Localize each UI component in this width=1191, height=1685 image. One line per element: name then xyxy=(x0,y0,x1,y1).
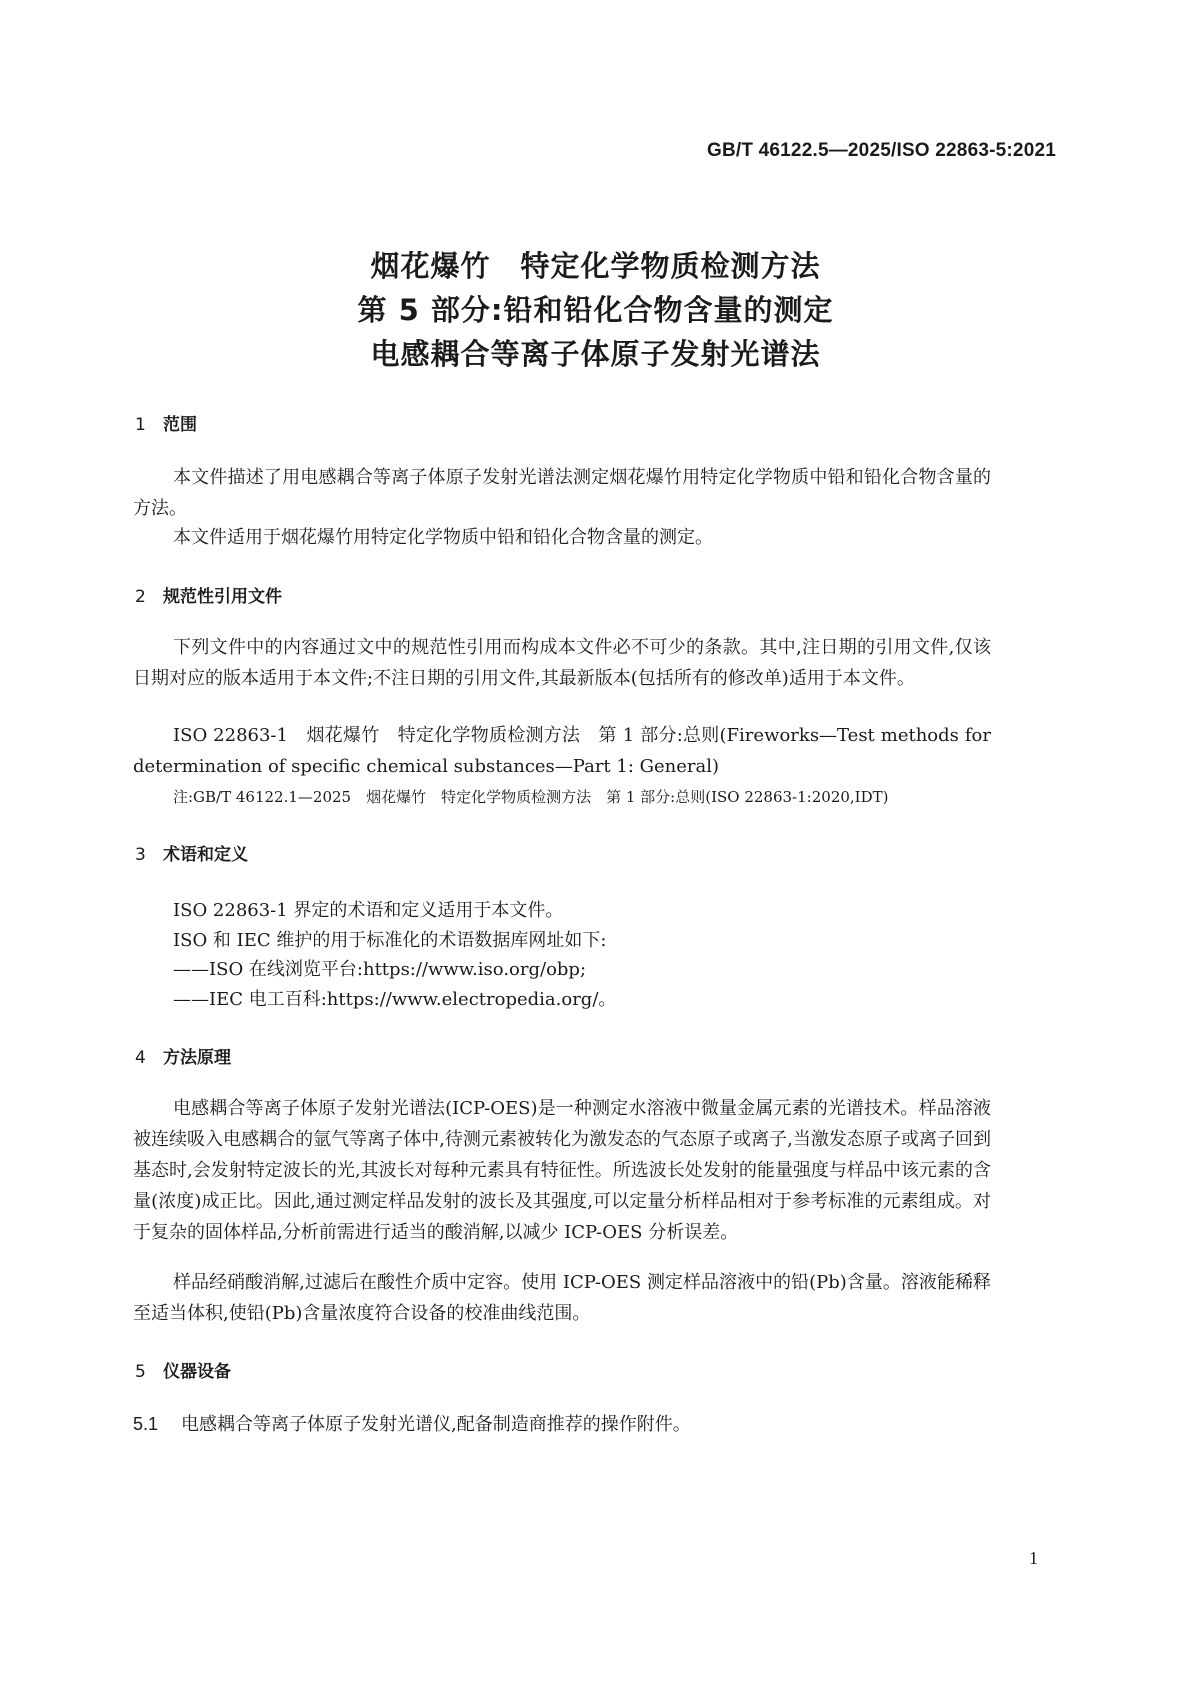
section-2-title: 规范性引用文件 xyxy=(163,587,282,607)
document-title xyxy=(0,244,1191,376)
section-4-heading xyxy=(135,1043,231,1068)
section-2-heading xyxy=(135,582,282,607)
section-3-list-item-iso: ——ISO 在线浏览平台:https://www.iso.org/obp; xyxy=(173,959,587,980)
title-line-1: 烟花爆竹 特定化学物质检测方法 xyxy=(370,249,821,283)
section-1-title: 范围 xyxy=(163,415,197,435)
section-3-list-item-iec: ——IEC 电工百科:https://www.electropedia.org/。 xyxy=(173,989,617,1010)
section-1-number: 1 xyxy=(135,415,146,435)
section-1-paragraph-2: 本文件适用于烟花爆竹用特定化学物质中铅和铅化合物含量的测定。 xyxy=(173,527,713,548)
subsection-5-1-number: 5.1 xyxy=(133,1414,159,1434)
page-number: 1 xyxy=(1029,1548,1038,1568)
title-line-2: 第 5 部分:铅和铅化合物含量的测定 xyxy=(357,293,834,327)
standard-code: GB/T 46122.5—2025/ISO 22863-5:2021 xyxy=(706,140,1056,161)
section-4-paragraph-1: 电感耦合等离子体原子发射光谱法(ICP-OES)是一种测定水溶液中微量金属元素的光谱技术。样品溶液被连续吸入电感耦合的氩气等离子体中,待测元素被转化为激发态的气态原子或离子,当激发态原子或离子回到基态时,会发射特定波长的光,其波长对每种元素具有特征性。所选波长处发射的能量强度与样品中该元素的含量(浓度)成正比。因此,通过测定样品发射的波长及其强度,可以定量分析样品相对于参考标准的元素组成。对于复杂的固体样品,分析前需进行适当的酸消解,以减少 ICP-OES 分析误差。 xyxy=(133,1098,991,1243)
section-3-title: 术语和定义 xyxy=(163,845,248,865)
section-2-note: 注:GB/T 46122.1—2025 烟花爆竹 特定化学物质检测方法 第 1 部分:总则(ISO 22863-1:2020,IDT) xyxy=(173,788,889,806)
section-5-number: 5 xyxy=(135,1362,146,1382)
section-4-paragraph-2: 样品经硝酸消解,过滤后在酸性介质中定容。使用 ICP-OES 测定样品溶液中的铅(Pb)含量。溶液能稀释至适当体积,使铅(Pb)含量浓度符合设备的校准曲线范围。 xyxy=(133,1272,991,1324)
title-line-3: 电感耦合等离子体原子发射光谱法 xyxy=(370,337,821,371)
section-5-heading xyxy=(135,1357,231,1382)
section-2-paragraph-1: 下列文件中的内容通过文中的规范性引用而构成本文件必不可少的条款。其中,注日期的引用文件,仅该日期对应的版本适用于本文件;不注日期的引用文件,其最新版本(包括所有的修改单)适用于本文件。 xyxy=(133,637,991,689)
subsection-5-1-text: 电感耦合等离子体原子发射光谱仪,配备制造商推荐的操作附件。 xyxy=(181,1414,691,1435)
section-3-number: 3 xyxy=(135,845,146,865)
section-1-paragraph-1: 本文件描述了用电感耦合等离子体原子发射光谱法测定烟花爆竹用特定化学物质中铅和铅化合物含量的方法。 xyxy=(133,467,991,519)
section-2-number: 2 xyxy=(135,587,146,607)
section-3-heading xyxy=(135,840,248,865)
section-2-reference: ISO 22863-1 烟花爆竹 特定化学物质检测方法 第 1 部分:总则(Fireworks—Test methods for determination of specific chemical substances—Part 1: General) xyxy=(133,725,991,777)
section-1-heading xyxy=(135,410,197,435)
section-3-paragraph-1: ISO 22863-1 界定的术语和定义适用于本文件。 xyxy=(173,900,564,921)
section-3-paragraph-2: ISO 和 IEC 维护的用于标准化的术语数据库网址如下: xyxy=(173,930,607,951)
section-4-title: 方法原理 xyxy=(163,1048,231,1068)
subsection-5-1 xyxy=(133,1410,691,1436)
section-4-number: 4 xyxy=(135,1048,146,1068)
section-5-title: 仪器设备 xyxy=(163,1362,231,1382)
